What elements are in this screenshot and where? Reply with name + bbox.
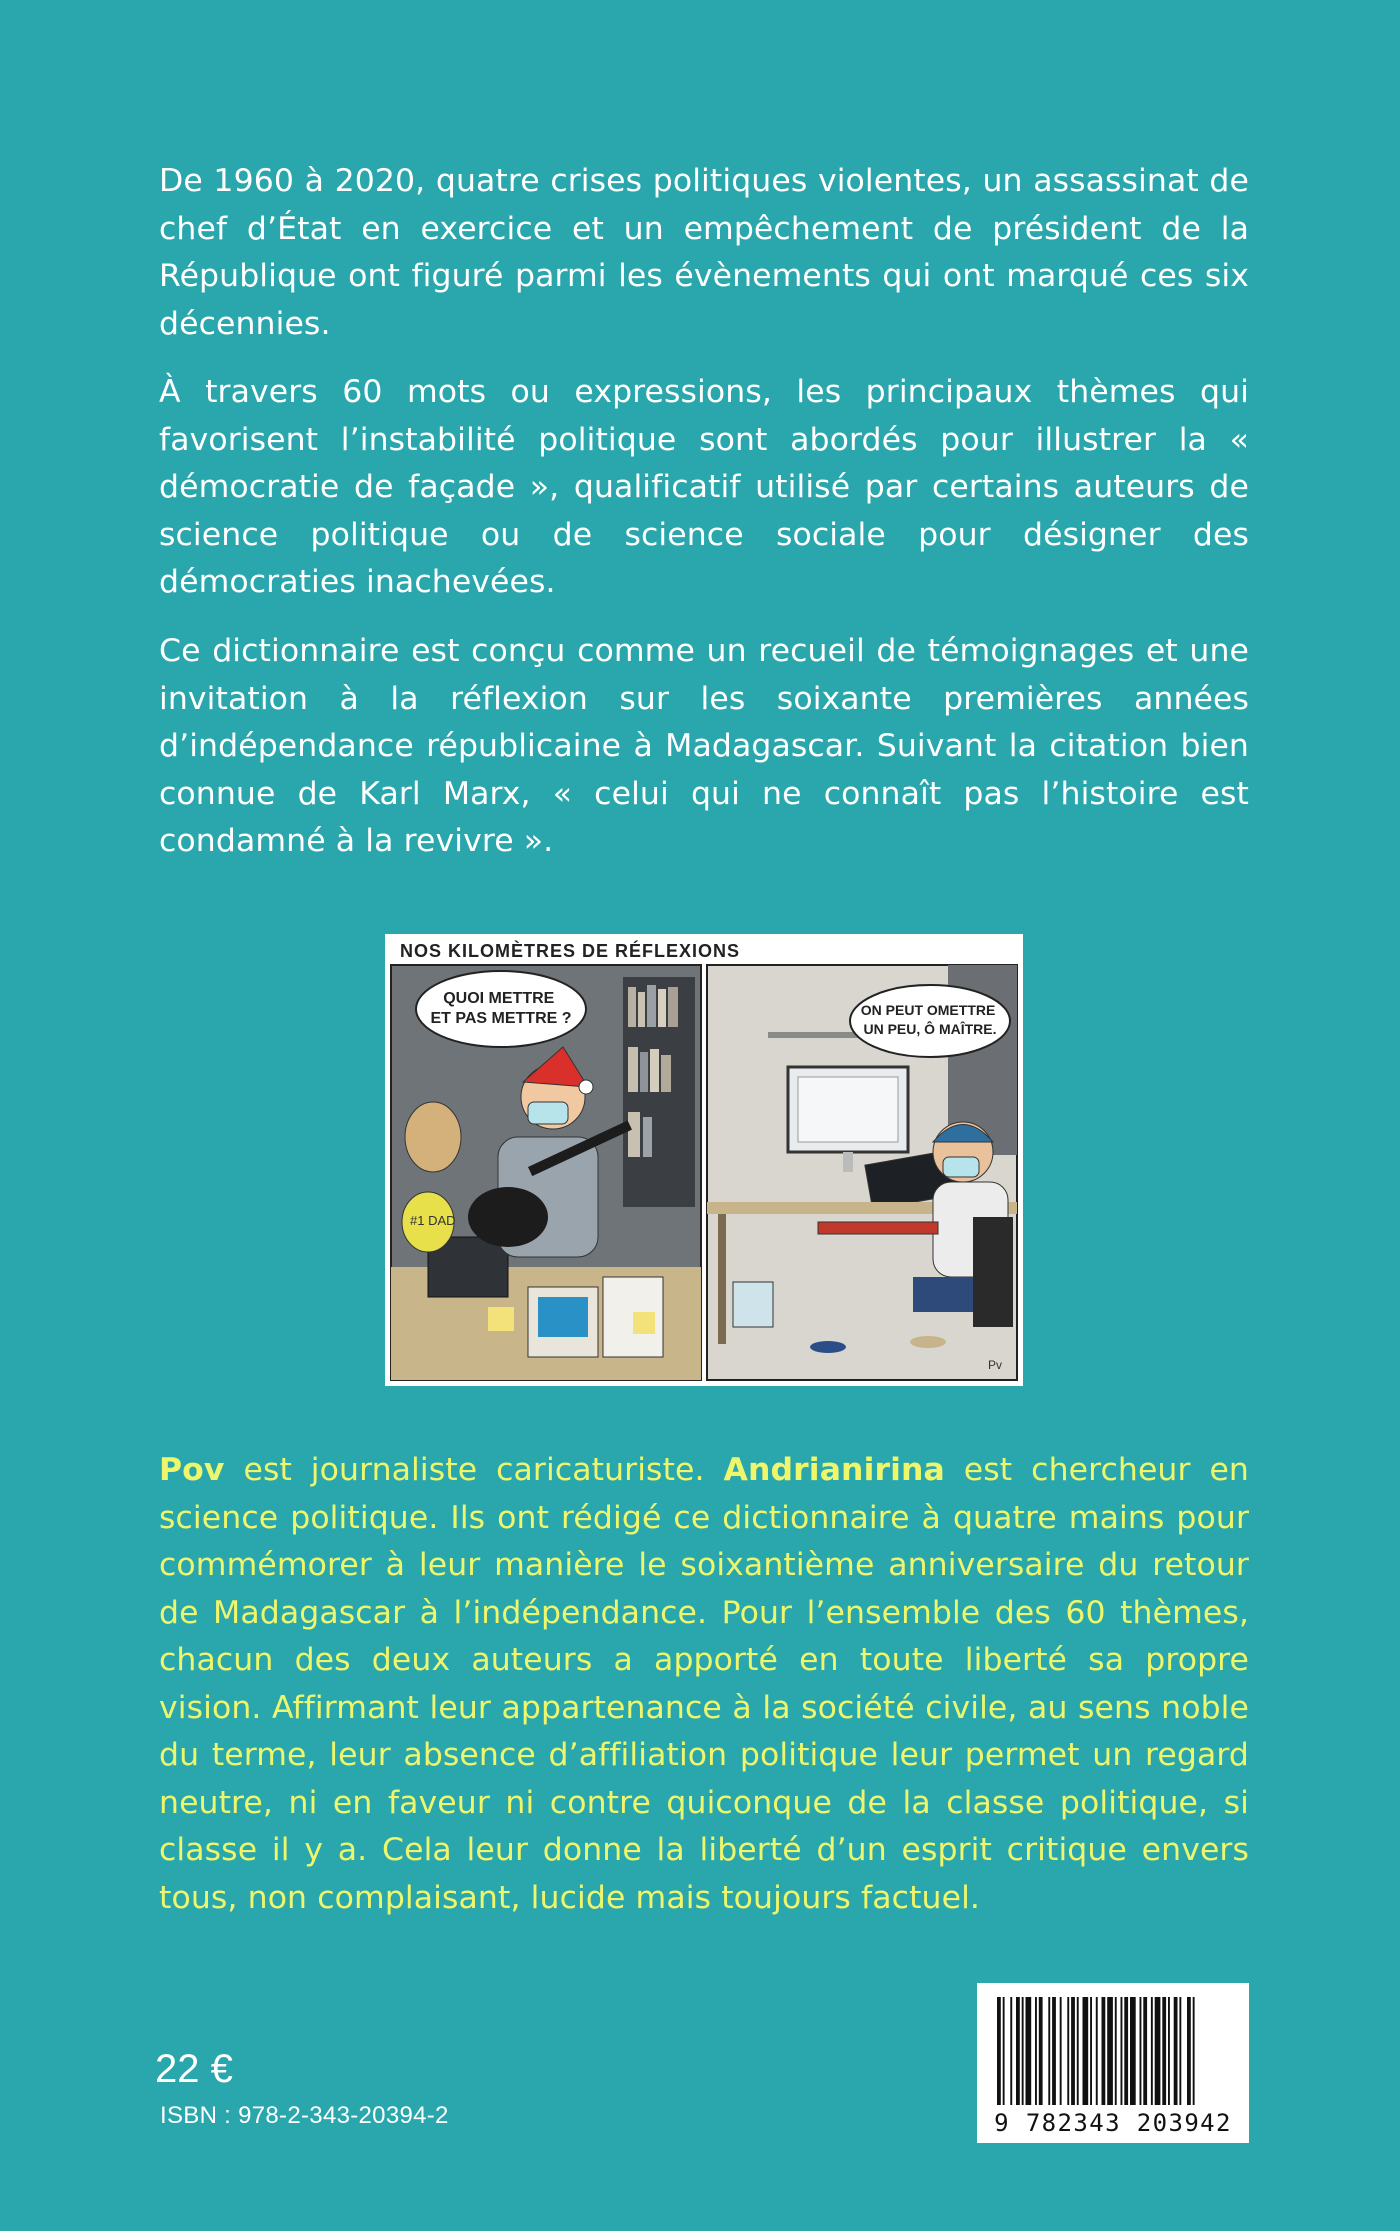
cartoon-mug-text: #1 DAD (410, 1213, 456, 1228)
intro-paragraph: De 1960 à 2020, quatre crises politiques violentes, un assassinat de chef d’État en exercice et un empêchement de président de la République ont figuré parmi les évènements qui ont marqué ces six décennies. (159, 163, 1249, 342)
speech-bubble-left (416, 971, 586, 1047)
dictionary-paragraph: Ce dictionnaire est conçu comme un recueil de témoignages et une invitation à la réflexion sur les soixante premières années d’indépendance républicaine à Madagascar. Suivant la citation bien connue de Karl Marx, « celui qui ne connaît pas l’histoire est condamné à la revivre ». (159, 633, 1249, 859)
cartoon-title: NOS KILOMÈTRES DE RÉFLEXIONS (400, 941, 741, 961)
author-pov: Pov (159, 1452, 225, 1488)
bubble-left-line2: ET PAS METTRE ? (430, 1010, 572, 1027)
cartoon-illustration (385, 934, 1023, 1386)
barcode (977, 1983, 1249, 2143)
cartoon-signature: Pv (988, 1358, 1003, 1372)
bio-text-1: est journaliste caricaturiste. (224, 1452, 724, 1488)
author-andrianirina: Andrianirina (723, 1452, 945, 1488)
bubble-right-line1: ON PEUT OMETTRE (860, 1002, 996, 1018)
price: 22 € (155, 2047, 233, 2091)
isbn: ISBN : 978-2-343-20394-2 (160, 2102, 449, 2129)
bubble-left-line1: QUOI METTRE (443, 990, 555, 1007)
bubble-right-line2: UN PEU, Ô MAÎTRE. (863, 1021, 997, 1037)
speech-bubble-right (850, 985, 1010, 1057)
bio-text-2: est chercheur en science politique. Ils ont rédigé ce dictionnaire à quatre mains pour commémorer à leur manière le soixantième anniversaire du retour de Madagascar à l’indépendance. Pour l’ensemble des 60 thèmes, chacun des deux auteurs a apporté en toute liberté sa propre vision. Affirmant leur appartenance à la société civile, au sens noble du terme, leur absence d’affiliation politique leur permet un regard neutre, ni en faveur ni contre quiconque de la classe politique, si classe il y a. Cela leur donne la liberté d’un esprit critique envers tous, non complaisant, lucide mais toujours factuel. (159, 1452, 1249, 1916)
themes-paragraph: À travers 60 mots ou expressions, les principaux thèmes qui favorisent l’instabilité politique sont abordés pour illustrer la « démocratie de façade », qualificatif utilisé par certains auteurs de science politique ou de science sociale pour désigner des démocraties inachevées. (159, 374, 1249, 600)
barcode-digits: 9 782343 203942 (994, 2109, 1232, 2137)
authors-bio (159, 1447, 1249, 1922)
